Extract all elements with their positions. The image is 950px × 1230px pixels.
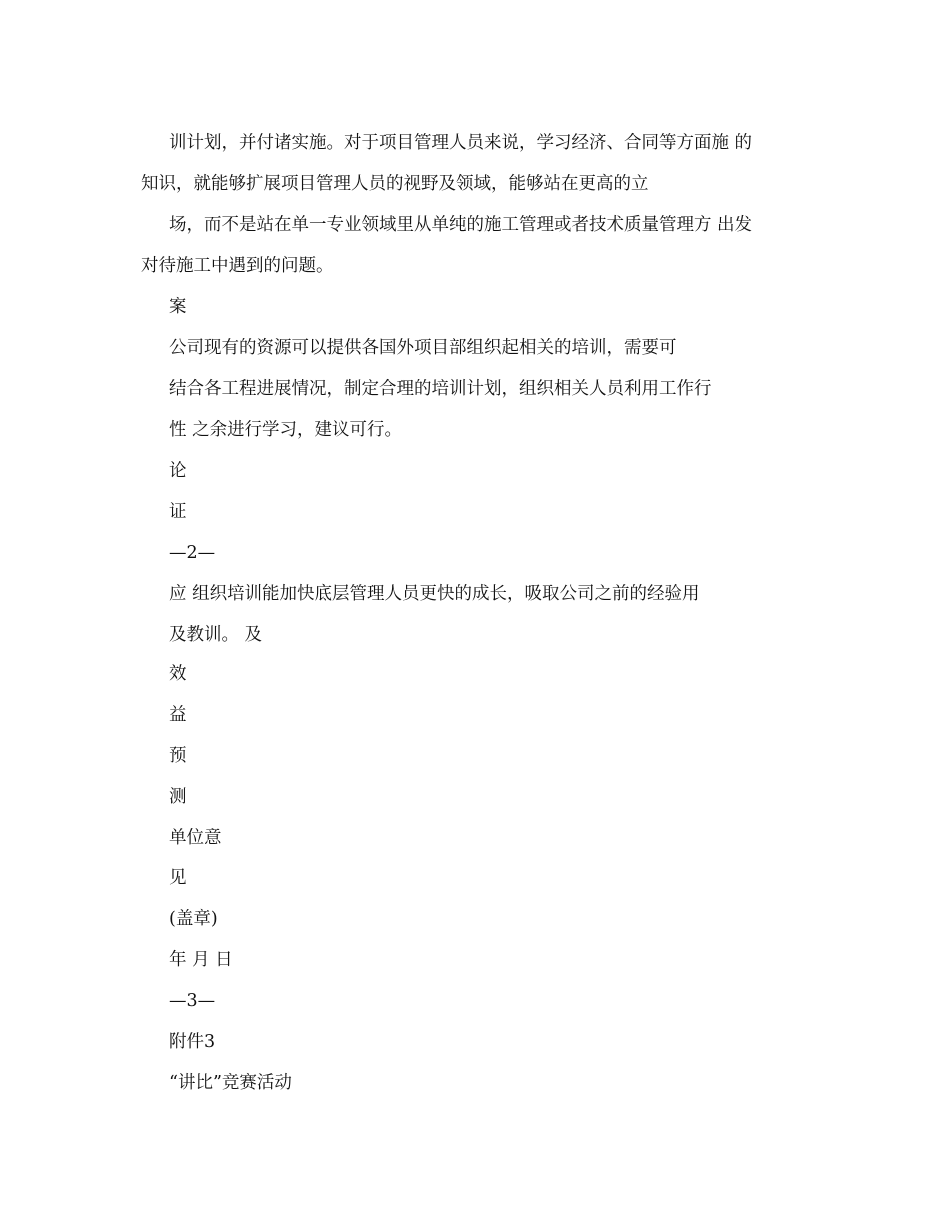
text-line: 对待施工中遇到的问题。 [141,256,334,276]
text-line: 益 [169,705,187,725]
text-line: 论 [169,461,187,481]
text-line: 效 [169,664,187,684]
seal-label: (盖章) [169,909,218,929]
text-line: 应 组织培训能加快底层管理人员更快的成长，吸取公司之前的经验用 [169,584,700,604]
text-line: 单位意 [169,828,222,848]
text-line: 见 [169,868,187,888]
text-line: 证 [169,502,187,522]
text-line: 公司现有的资源可以提供各国外项目部组织起相关的培训，需要可 [169,338,677,358]
text-line: 性 之余进行学习，建议可行。 [169,420,403,440]
page-number: —2— [169,543,216,563]
attachment-label: 附件3 [169,1032,216,1052]
text-line: 及教训。 及 [169,625,263,645]
text-line: 预 [169,746,187,766]
page-number: —3— [169,991,216,1011]
section-title: “讲比”竞赛活动 [169,1073,292,1093]
text-line: 场，而不是站在单一专业领域里从单纯的施工管理或者技术质量管理方 出发 [169,215,753,235]
text-line: 结合各工程进展情况，制定合理的培训计划，组织相关人员利用工作行 [169,379,712,399]
text-line: 训计划，并付诸实施。对于项目管理人员来说，学习经济、合同等方面施 的 [169,133,753,153]
date-line: 年 月 日 [169,950,233,970]
text-line: 知识，就能够扩展项目管理人员的视野及领域，能够站在更高的立 [141,174,649,194]
text-line: 测 [169,787,187,807]
text-line: 案 [169,297,187,317]
